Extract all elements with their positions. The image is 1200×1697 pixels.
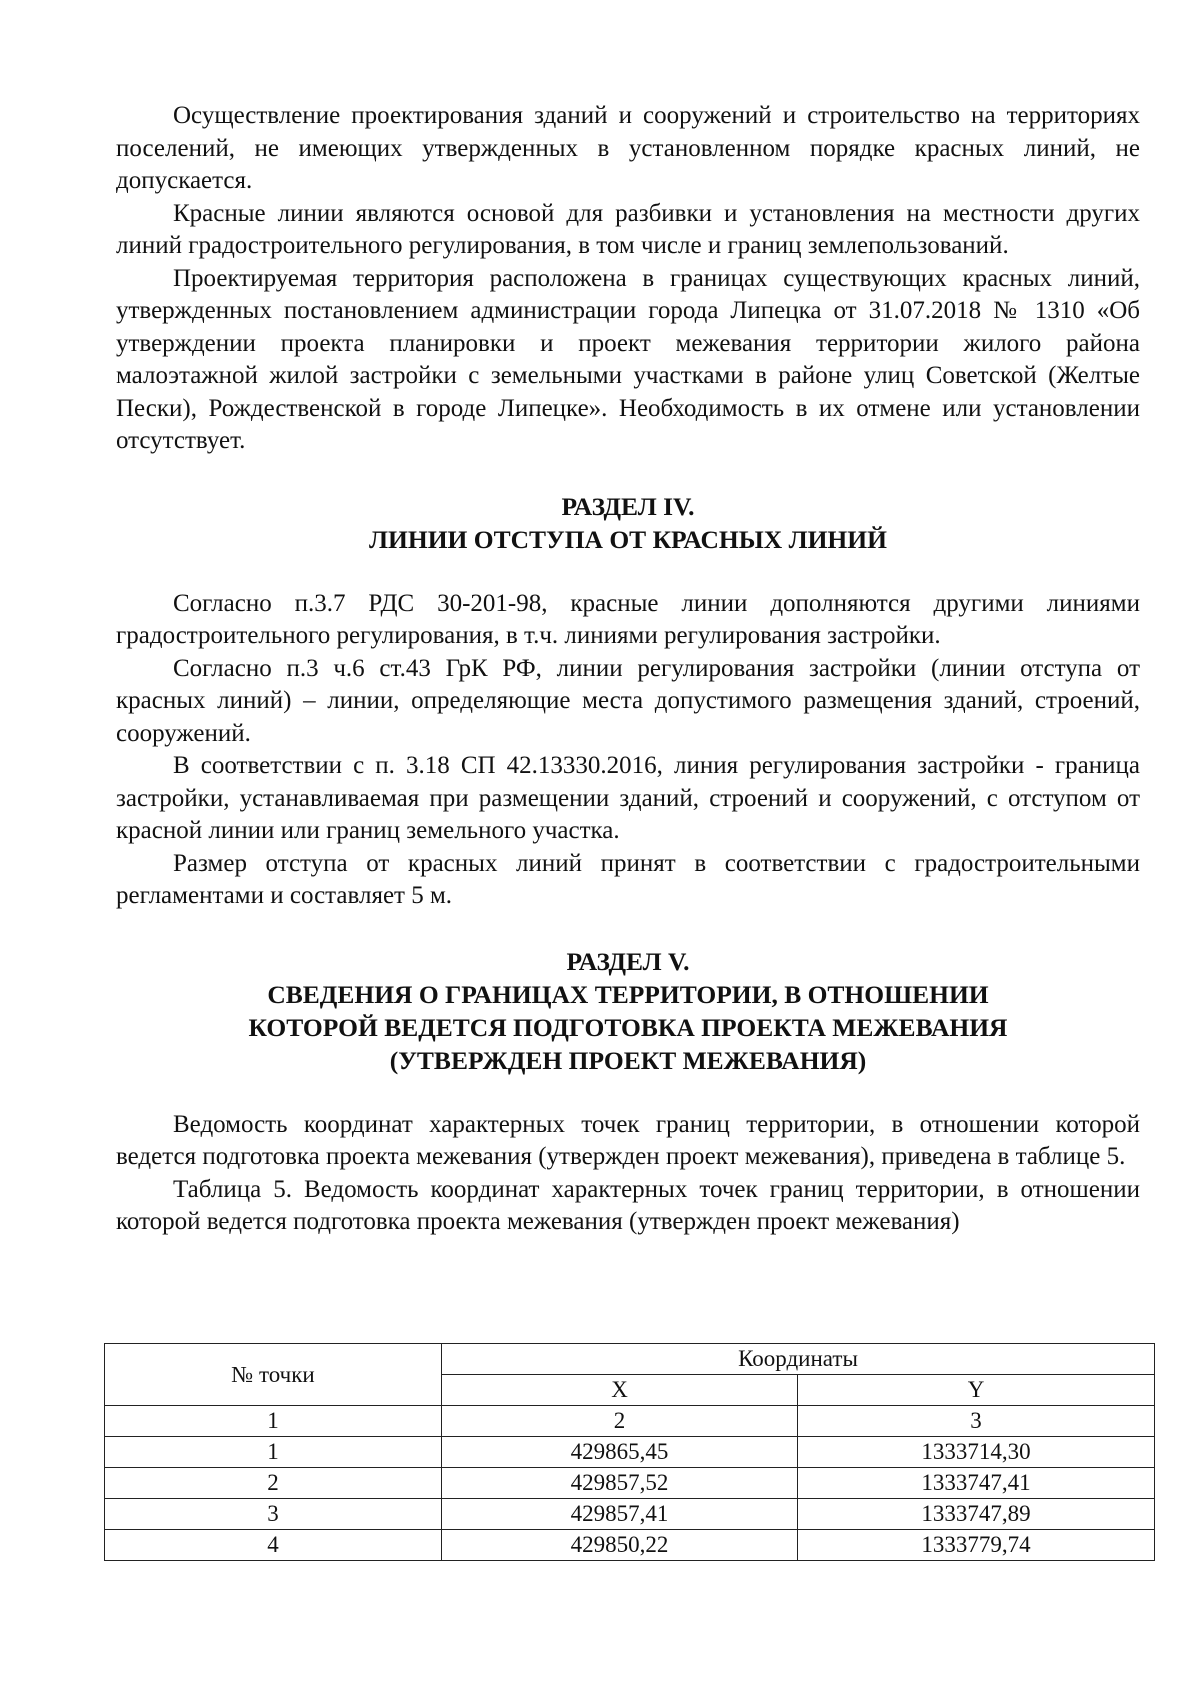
point-number: 3 [105, 1499, 442, 1530]
coordinate-y: 1333714,30 [798, 1437, 1155, 1468]
table-caption: Таблица 5. Ведомость координат характерных точек границ территории, в отношении которой ведется подготовка проекта межевания (утвержден проект межевания) [116, 1175, 1140, 1235]
section-4-number: РАЗДЕЛ IV. [561, 491, 695, 521]
section-4-paragraph-3: В соответствии с п. 3.18 СП 42.13330.2016, линия регулирования застройки - граница застройки, устанавливаемая при размещении зданий, строений и сооружений, с отступом от красной линии или границ земельного участка. [116, 752, 1140, 844]
section-5-title-line-2: КОТОРОЙ ВЕДЕТСЯ ПОДГОТОВКА ПРОЕКТА МЕЖЕВАНИЯ [248, 1012, 1008, 1042]
point-number: 4 [105, 1530, 442, 1561]
column-number-3: 3 [798, 1406, 1155, 1437]
document-page [116, 100, 1140, 1239]
header-coordinates: Координаты [442, 1344, 1155, 1375]
section-4-heading [116, 490, 1140, 556]
section-4-title: ЛИНИИ ОТСТУПА ОТ КРАСНЫХ ЛИНИЙ [369, 524, 887, 554]
intro-paragraph-1: Осуществление проектирования зданий и сооружений и строительство на территориях поселений, не имеющих утвержденных в установленном порядке красных линий, не допускается. [116, 102, 1140, 194]
column-number-row [105, 1406, 1155, 1437]
table-row [105, 1499, 1155, 1530]
intro-paragraph-2: Красные линии являются основой для разбивки и установления на местности других линий градостроительного регулирования, в том числе и границ землепользований. [116, 199, 1140, 259]
coordinate-y: 1333747,89 [798, 1499, 1155, 1530]
header-point-number: № точки [105, 1344, 442, 1406]
point-number: 2 [105, 1468, 442, 1499]
coordinate-x: 429865,45 [442, 1437, 798, 1468]
table-row [105, 1468, 1155, 1499]
section-5-title-line-1: СВЕДЕНИЯ О ГРАНИЦАХ ТЕРРИТОРИИ, В ОТНОШЕНИИ [267, 979, 989, 1009]
section-5-paragraph-1: Ведомость координат характерных точек границ территории, в отношении которой ведется подготовка проекта межевания (утвержден проект межевания), приведена в таблице 5. [116, 1110, 1140, 1170]
coordinate-y: 1333779,74 [798, 1530, 1155, 1561]
header-y: Y [798, 1375, 1155, 1406]
header-x: X [442, 1375, 798, 1406]
point-number: 1 [105, 1437, 442, 1468]
coordinate-x: 429857,52 [442, 1468, 798, 1499]
section-5-heading [116, 945, 1140, 1077]
section-4-paragraph-1: Согласно п.3.7 РДС 30-201-98, красные линии дополняются другими линиями градостроительного регулирования, в т.ч. линиями регулирования застройки. [116, 589, 1140, 649]
section-4-paragraph-4: Размер отступа от красных линий принят в соответствии с градостроительными регламентами и составляет 5 м. [116, 849, 1140, 909]
coordinates-table [104, 1343, 1155, 1561]
section-5-title-line-3: (УТВЕРЖДЕН ПРОЕКТ МЕЖЕВАНИЯ) [389, 1045, 867, 1075]
table-row [105, 1530, 1155, 1561]
section-4-paragraph-2: Согласно п.3 ч.6 ст.43 ГрК РФ, линии регулирования застройки (линии отступа от красных линий) – линии, определяющие места допустимого размещения зданий, строений, сооружений. [116, 654, 1140, 747]
column-number-1: 1 [105, 1406, 442, 1437]
intro-paragraph-3: Проектируемая территория расположена в границах существующих красных линий, утвержденных постановлением администрации города Липецка от 31.07.2018 № 1310 «Об утверждении проекта планировки и проект межевания территории жилого района малоэтажной жилой застройки с земельными участками в районе улиц Советской (Желтые Пески), Рождественской в городе Липецке». Необходимость в их отмене или установлении отсутствует. [116, 264, 1140, 454]
column-number-2: 2 [442, 1406, 798, 1437]
table-row [105, 1437, 1155, 1468]
coordinate-x: 429857,41 [442, 1499, 798, 1530]
section-5-number: РАЗДЕЛ V. [566, 946, 690, 976]
coordinate-y: 1333747,41 [798, 1468, 1155, 1499]
coordinate-x: 429850,22 [442, 1530, 798, 1561]
